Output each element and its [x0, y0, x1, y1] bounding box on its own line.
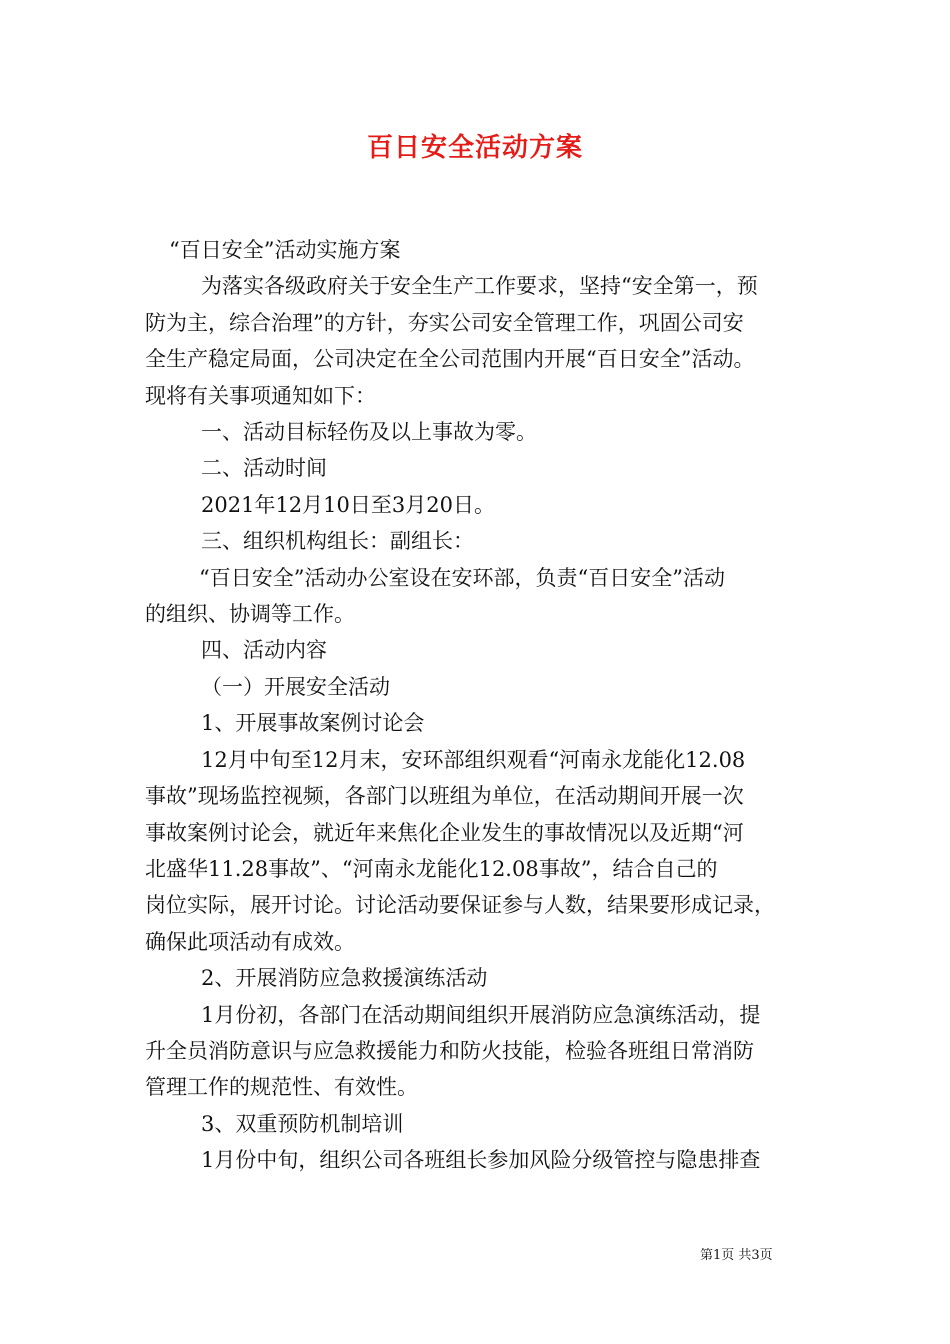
paragraph-line: 事故案例讨论会，就近年来焦化企业发生的事故情况以及近期“河 — [145, 820, 744, 845]
paragraph-line: 升全员消防意识与应急救援能力和防火技能，检验各班组日常消防 — [145, 1038, 754, 1063]
item-heading: 3、双重预防机制培训 — [201, 1111, 404, 1136]
paragraph-line: 1月份初，各部门在活动期间组织开展消防应急演练活动，提 — [201, 1002, 761, 1027]
paragraph-line: 岗位实际，展开讨论。讨论活动要保证参与人数，结果要形成记录， — [145, 893, 775, 918]
paragraph-line: 北盛华11.28事故”、“河南永龙能化12.08事故”，结合自己的 — [145, 856, 718, 881]
paragraph-line: 的组织、协调等工作。 — [145, 602, 355, 627]
page-footer: 第1页 共3页 — [700, 1248, 773, 1263]
subtitle-line: “百日安全”活动实施方案 — [169, 238, 401, 262]
item-heading: 2、开展消防应急救援演练活动 — [201, 966, 488, 991]
section-heading: 一、活动目标轻伤及以上事故为零。 — [201, 420, 537, 445]
paragraph-line: 12月中旬至12月末，安环部组织观看“河南永龙能化12.08 — [201, 747, 746, 772]
document-title: 百日安全活动方案 — [366, 133, 583, 163]
item-heading: 1、开展事故案例讨论会 — [201, 711, 425, 736]
paragraph-line: 1月份中旬，组织公司各班组长参加风险分级管控与隐患排查 — [201, 1148, 761, 1173]
paragraph-line: 现将有关事项通知如下： — [145, 383, 376, 408]
section-heading: 三、组织机构组长：副组长： — [201, 529, 474, 554]
document-body — [145, 232, 807, 1179]
paragraph-line: 为落实各级政府关于安全生产工作要求，坚持“安全第一，预 — [201, 274, 758, 299]
paragraph-line: 2021年12月10日至3月20日。 — [201, 492, 495, 517]
section-heading: 二、活动时间 — [201, 456, 327, 481]
paragraph-line: 确保此项活动有成效。 — [145, 929, 355, 954]
paragraph-line: 全生产稳定局面，公司决定在全公司范围内开展“百日安全”活动。 — [145, 347, 755, 372]
paragraph-line: 管理工作的规范性、有效性。 — [145, 1075, 418, 1100]
subsection-heading: （一）开展安全活动 — [201, 674, 390, 699]
section-heading: 四、活动内容 — [201, 638, 327, 663]
paragraph-line: 事故”现场监控视频，各部门以班组为单位，在活动期间开展一次 — [145, 784, 744, 809]
paragraph-line: 防为主，综合治理”的方针，夯实公司安全管理工作，巩固公司安 — [145, 310, 744, 335]
paragraph-line: “百日安全”活动办公室设在安环部，负责“百日安全”活动 — [199, 565, 725, 590]
